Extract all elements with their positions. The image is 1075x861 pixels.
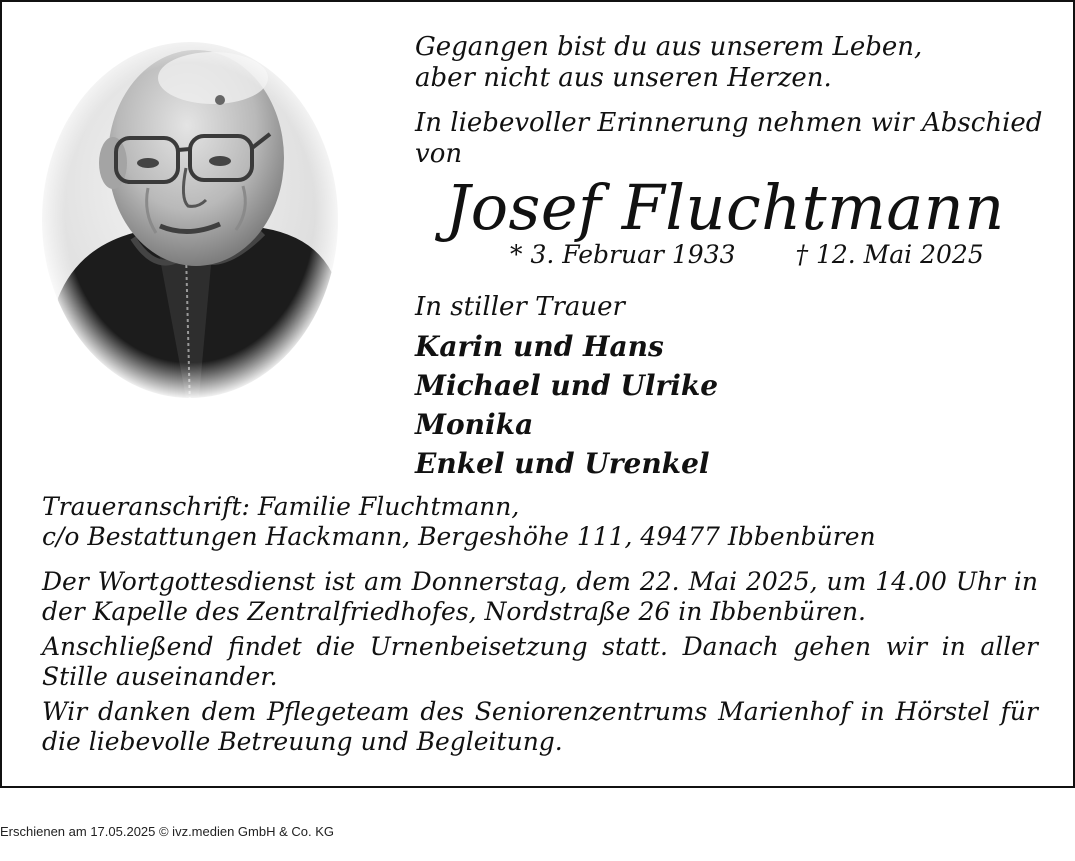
- mourning-heading: In stiller Trauer: [415, 292, 625, 322]
- mourner-name: Monika: [415, 408, 534, 441]
- death-date: † 12. Mai 2025: [795, 240, 984, 269]
- publication-credit: Erschienen am 17.05.2025 © ivz.medien GmbH & Co. KG: [0, 824, 335, 839]
- remembrance-line: In liebevoller Erinnerung nehmen wir Abschied von: [415, 108, 1043, 169]
- mourner-name: Enkel und Urenkel: [415, 447, 710, 480]
- service-info-paragraph: Der Wortgottesdienst ist am Donnerstag, dem 22. Mai 2025, um 14.00 Uhr in der Kapelle des Zentralfriedhofes, Nordstraße 26 in Ibbenbüren.: [42, 567, 1038, 626]
- header-text-block: [415, 32, 1055, 483]
- mourner-name: Michael und Ulrike: [415, 369, 719, 402]
- deceased-portrait-photo: [38, 38, 346, 408]
- details-block: [42, 492, 1038, 757]
- mourning-address-line-1: Traueranschrift: Familie Fluchtmann,: [42, 492, 520, 521]
- birth-date: * 3. Februar 1933: [510, 240, 736, 269]
- memorial-verse-line-1: Gegangen bist du aus unserem Leben,: [415, 32, 923, 62]
- memorial-verse-line-2: aber nicht aus unseren Herzen.: [415, 63, 832, 93]
- thanks-paragraph: Wir danken dem Pflegeteam des Seniorenzentrums Marienhof in Hörstel für die liebevolle Betreuung und Begleitung.: [42, 697, 1038, 756]
- mourner-name: Karin und Hans: [415, 330, 664, 363]
- burial-info-paragraph: Anschließend findet die Urnenbeisetzung statt. Danach gehen wir in aller Stille auseinander.: [42, 632, 1038, 691]
- mourning-address-line-2: c/o Bestattungen Hackmann, Bergeshöhe 111, 49477 Ibbenbüren: [42, 522, 876, 551]
- deceased-name: Josef Fluchtmann: [445, 171, 1005, 244]
- life-dates: [415, 240, 1055, 270]
